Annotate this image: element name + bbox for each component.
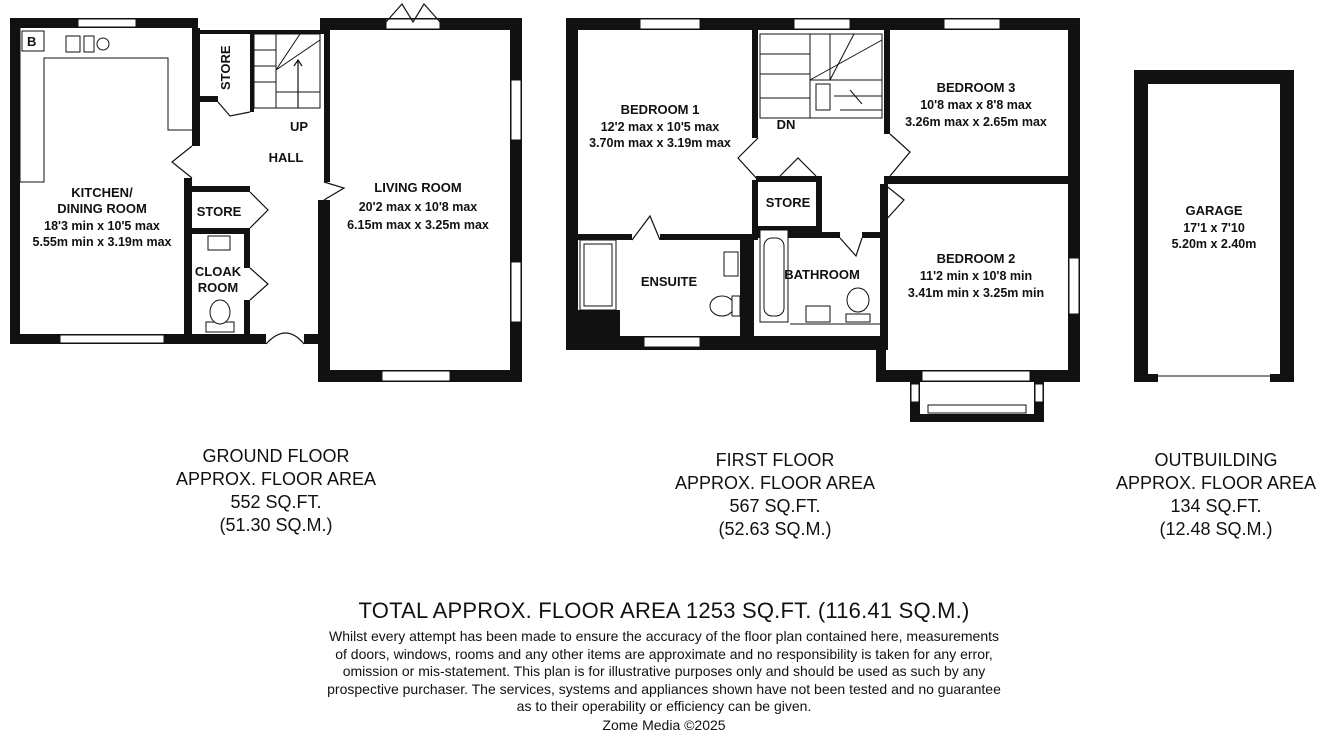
ff-bay-window-front	[928, 405, 1026, 413]
gf-wall-store-top-right	[250, 30, 254, 112]
gf-wall-right	[510, 18, 522, 382]
ground-floor-caption-line2: APPROX. FLOOR AREA	[175, 469, 377, 489]
first-floor-caption-line4: (52.63 SQ.M.)	[718, 519, 832, 539]
gf-wall-living-left-lower	[318, 200, 330, 382]
first-floor-caption-line3: 567 SQ.FT.	[729, 496, 821, 516]
ff-dn-label: DN	[776, 117, 796, 132]
outbuilding-caption-line3: 134 SQ.FT.	[1170, 496, 1262, 516]
gf-door-living	[324, 182, 344, 200]
bedroom1-label: BEDROOM 1	[620, 102, 700, 117]
ff-window-ensuite-bottom	[644, 337, 700, 347]
bedroom2-dim-metric: 3.41m min x 3.25m min	[907, 286, 1045, 300]
gf-window-kitchen-top	[78, 19, 136, 27]
ff-wall-bed1-bottom	[578, 234, 632, 240]
ff-wall-bed3-left	[884, 30, 890, 134]
gf-wall-left	[10, 18, 20, 344]
ff-window-bed3-top	[944, 19, 1000, 29]
gf-wall-living-left-upper	[324, 30, 330, 182]
gf-door-store-mid	[250, 192, 268, 228]
ff-store-label: STORE	[765, 195, 811, 210]
gf-french-door-gap	[386, 19, 440, 29]
bedroom3-dim-metric: 3.26m max x 2.65m max	[905, 115, 1047, 129]
gf-store-mid-label: STORE	[196, 204, 242, 219]
gf-window-living-bottom	[382, 371, 450, 381]
bathroom-label: BATHROOM	[784, 267, 860, 282]
gf-wall-store-mid-bottom	[190, 228, 250, 234]
outbuilding-caption-line4: (12.48 SQ.M.)	[1159, 519, 1273, 539]
gf-wall-cloak-right-lower	[244, 300, 250, 344]
disclaimer-line: prospective purchaser. The services, systems and appliances shown have not been tested and no guarantee	[327, 680, 1001, 697]
disclaimer-line: omission or mis-statement. This plan is for illustrative purposes only and should be used as such by any	[342, 663, 986, 679]
gf-window-kitchen-bottom	[60, 335, 164, 343]
ff-wall-store-box	[756, 176, 822, 182]
ground-floor-plan	[10, 4, 522, 382]
cloak-label-1: CLOAK	[194, 264, 242, 279]
ff-window-landing-top	[794, 19, 850, 29]
ff-bay-opening	[922, 371, 1030, 381]
cloak-label-2: ROOM	[197, 280, 239, 295]
garage-wall-right	[1280, 70, 1294, 382]
gf-wall-kitchen-hall-lower	[184, 178, 192, 344]
ground-floor-caption-line1: GROUND FLOOR	[202, 446, 350, 466]
kitchen-dim-metric: 5.55m min x 3.19m max	[32, 235, 172, 249]
kitchen-label-2: DINING ROOM	[57, 201, 147, 216]
outbuilding-caption	[1094, 449, 1328, 541]
gf-staircase	[254, 34, 320, 108]
ff-door-bed3	[890, 134, 910, 176]
ff-wall-bath-top-2	[862, 232, 886, 238]
ff-staircase	[760, 34, 882, 118]
first-floor-plan	[566, 18, 1080, 422]
living-room-label: LIVING ROOM	[374, 180, 462, 195]
kitchen-label-1: KITCHEN/	[71, 185, 133, 200]
gf-window-living-right-1	[511, 80, 521, 140]
total-floor-area: TOTAL APPROX. FLOOR AREA 1253 SQ.FT. (116.41 SQ.M.)	[358, 598, 970, 623]
ensuite-label: ENSUITE	[640, 274, 698, 289]
outbuilding-caption-line1: OUTBUILDING	[1154, 450, 1278, 470]
ff-wall-bed1-right	[752, 30, 758, 138]
ff-wall-left	[566, 18, 578, 350]
kitchen-worktop	[20, 28, 192, 182]
ensuite-basin-icon	[724, 252, 738, 276]
gf-store-top-label: STORE	[218, 45, 233, 90]
bedroom3-dim-imperial: 10'8 max x 8'8 max	[920, 98, 1032, 112]
ground-floor-caption-line3: 552 SQ.FT.	[230, 492, 322, 512]
kitchen-hob-icon	[66, 36, 80, 52]
bath-tub-inner-icon	[764, 238, 784, 316]
hall-label: HALL	[268, 150, 304, 165]
stairs-up-arrow-icon	[294, 60, 302, 108]
ff-window-bed2-right	[1069, 258, 1079, 314]
ff-wall-right	[1068, 18, 1080, 382]
ff-door-store	[780, 158, 816, 176]
first-floor-caption-line2: APPROX. FLOOR AREA	[674, 473, 876, 493]
ff-door-bed1	[738, 138, 758, 180]
gf-wall-cloak-right	[244, 234, 250, 268]
kitchen-sink-bowl-icon	[97, 38, 109, 50]
credit: Zome Media ©2025	[602, 717, 726, 733]
bedroom1-dim-imperial: 12'2 max x 10'5 max	[600, 120, 720, 134]
bath-basin-icon	[806, 306, 830, 322]
bath-toilet-icon	[847, 288, 869, 312]
living-dim-metric: 6.15m max x 3.25m max	[347, 218, 489, 232]
disclaimer-line: Whilst every attempt has been made to ensure the accuracy of the floor plan contained here, measurements	[328, 628, 1000, 644]
bath-toilet-cistern-icon	[846, 314, 870, 322]
gf-door-store-top	[218, 102, 250, 116]
ff-bay-window-right	[1035, 384, 1043, 402]
garage-dim-imperial: 17'1 x 7'10	[1183, 221, 1245, 235]
gf-wall-store-top-bottom	[198, 96, 218, 102]
gf-wall-store-mid-top	[190, 186, 250, 192]
gf-wall-entrance	[304, 334, 322, 344]
ff-ensuite-corner	[578, 310, 620, 340]
cloak-basin-icon	[208, 236, 230, 250]
ground-floor-caption-line4: (51.30 SQ.M.)	[219, 515, 333, 535]
ff-wall-ensuite-right	[740, 234, 754, 350]
ff-wall-bed2-left	[880, 184, 888, 350]
gf-wall-top-mid	[198, 30, 326, 34]
disclaimer	[0, 628, 1328, 716]
bedroom3-label: BEDROOM 3	[936, 80, 1016, 95]
ground-floor-caption	[150, 445, 402, 537]
disclaimer-line: as to their operability or efficiency can be given.	[516, 698, 812, 714]
ensuite-toilet-icon	[710, 296, 734, 316]
outbuilding-caption-line2: APPROX. FLOOR AREA	[1115, 473, 1317, 493]
ff-wall-bed3-bottom	[884, 176, 1080, 184]
disclaimer-line: of doors, windows, rooms and any other items are approximate and no responsibility is taken for any error,	[335, 645, 993, 662]
ff-door-ensuite	[632, 216, 660, 240]
gf-door-kitchen	[172, 146, 192, 178]
garage-wall-bottom-right	[1270, 374, 1294, 382]
living-dim-imperial: 20'2 max x 10'8 max	[358, 200, 478, 214]
bedroom2-label: BEDROOM 2	[936, 251, 1016, 266]
ff-door-bath	[840, 238, 862, 256]
ff-bay-window-left	[911, 384, 919, 402]
boiler-label: B	[27, 34, 37, 49]
garage-wall-bottom-left	[1134, 374, 1158, 382]
kitchen-sink-icon	[84, 36, 94, 52]
bedroom2-dim-imperial: 11'2 min x 10'8 min	[919, 269, 1033, 283]
bedroom1-dim-metric: 3.70m max x 3.19m max	[589, 136, 731, 150]
cloak-toilet-icon	[210, 300, 230, 324]
first-floor-caption-line1: FIRST FLOOR	[715, 450, 835, 470]
gf-wall-kitchen-hall	[192, 28, 200, 146]
garage-dim-metric: 5.20m x 2.40m	[1171, 237, 1257, 251]
kitchen-dim-imperial: 18'3 min x 10'5 max	[44, 219, 160, 233]
first-floor-caption	[649, 449, 901, 541]
ensuite-toilet-cistern-icon	[732, 296, 740, 316]
garage-wall-top	[1134, 70, 1294, 84]
gf-window-living-right-2	[511, 262, 521, 322]
ff-window-bed1-top	[640, 19, 700, 29]
gf-up-label: UP	[289, 119, 309, 134]
gf-front-door	[266, 333, 304, 344]
garage-label: GARAGE	[1185, 203, 1243, 218]
outbuilding-plan	[1134, 70, 1294, 382]
ensuite-shower-tray-icon	[584, 244, 612, 306]
gf-door-cloak	[250, 268, 268, 300]
garage-wall-left	[1134, 70, 1148, 382]
ff-bay-bottom	[910, 414, 1044, 422]
